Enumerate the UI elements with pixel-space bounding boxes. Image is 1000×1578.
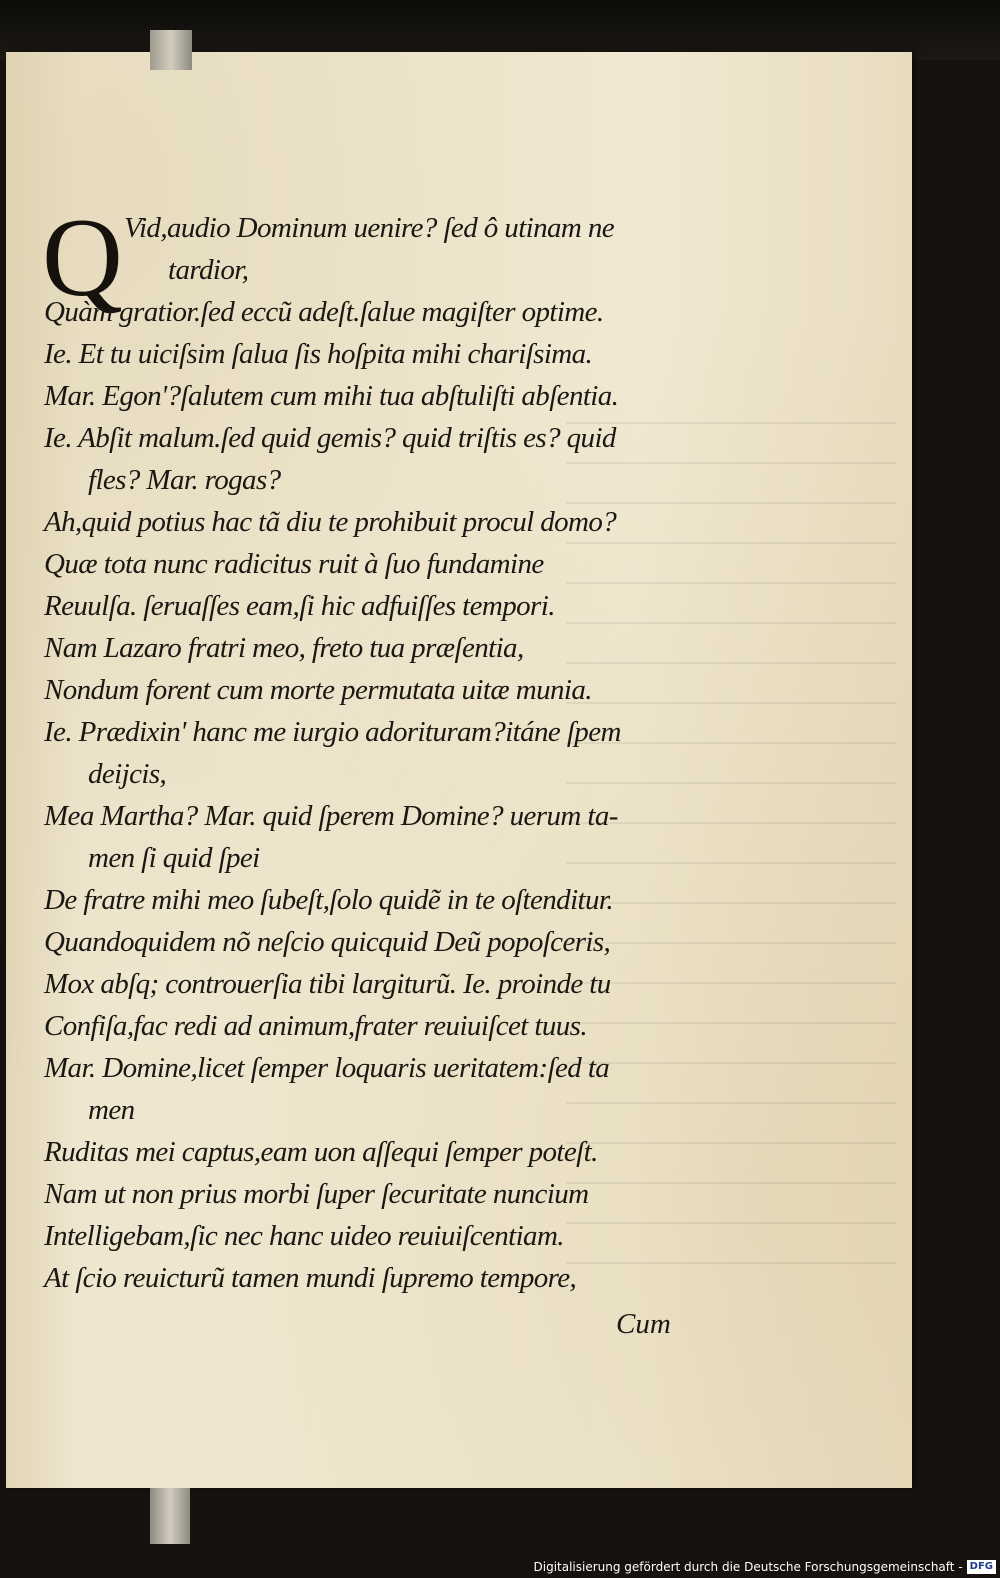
text-line: Mar. Egon'?ſalutem cum mihi tua abſtuliſti abſentia. [44,380,619,412]
book-page [6,52,912,1488]
text-line: De fratre mihi meo ſubeſt,ſolo quidẽ in te oſtenditur. [44,884,614,916]
text-line: men [88,1094,135,1126]
text-line: Reuulſa. ſeruaſſes eam,ſi hic adfuiſſes tempori. [44,590,555,622]
dfg-logo: DFG [967,1560,996,1574]
show-through-texture [566,422,896,1272]
book-clamp-bottom [150,1488,190,1544]
text-line: deiјcis, [88,758,167,790]
drop-cap: Q [42,196,123,320]
credit-text: Digitalisierung gefördert durch die Deutsche Forschungsgemeinschaft - [533,1560,963,1574]
digitization-credit [534,1558,997,1576]
text-line: fles? Mar. rogas? [88,464,281,496]
text-line: Nam Lazaro fratri meo, freto tua præſentia, [44,632,524,664]
text-line: tardior, [168,254,249,286]
text-line: Quàm gratior.ſed eccũ adeſt.ſalue magiſter optime. [44,296,604,328]
text-line: Mar. Domine,licet ſemper loquaris ueritatem:ſed ta [44,1052,610,1084]
text-line: Quandoquidem nõ neſcio quicquid Deũ popoſceris, [44,926,611,958]
text-line: Nondum forent cum morte permutata uitæ munia. [44,674,592,706]
text-line: Quæ tota nunc radicitus ruit à ſuo fundamine [44,548,544,580]
text-line: Confiſa,fac redi ad animum,frater reuiuiſcet tuus. [44,1010,587,1042]
text-line: At ſcio reuicturũ tamen mundi ſupremo tempore, [44,1262,577,1294]
text-line: Ie. Abſit malum.ſed quid gemis? quid triſtis es? quid [44,422,616,454]
text-line: Intelligebam,ſic nec hanc uideo reuiuiſcentiam. [44,1220,564,1252]
text-line: Mox abſq; controuerſia tibi largiturũ. Ie. proinde tu [44,968,611,1000]
text-line: Nam ut non prius morbi ſuper ſecuritate nuncium [44,1178,589,1210]
text-line: Ie. Et tu uiciſsim ſalua ſis hoſpita mihi chariſsima. [44,338,593,370]
text-line: men ſi quid ſpei [88,842,260,874]
text-line: Ruditas mei captus,eam uon aſſequi ſemper poteſt. [44,1136,598,1168]
text-line: Vid,audio Dominum uenire? ſed ô utinam ne [124,212,615,244]
text-line: Ie. Prædixin' hanc me iurgio adorituram?itáne ſpem [44,716,621,748]
text-line: Mea Martha? Mar. quid ſperem Domine? uerum ta- [44,800,618,832]
catchword: Cum [616,1308,671,1340]
book-clamp-top [150,30,192,70]
text-line: Ah,quid potius hac tã diu te prohibuit procul domo? [44,506,617,538]
